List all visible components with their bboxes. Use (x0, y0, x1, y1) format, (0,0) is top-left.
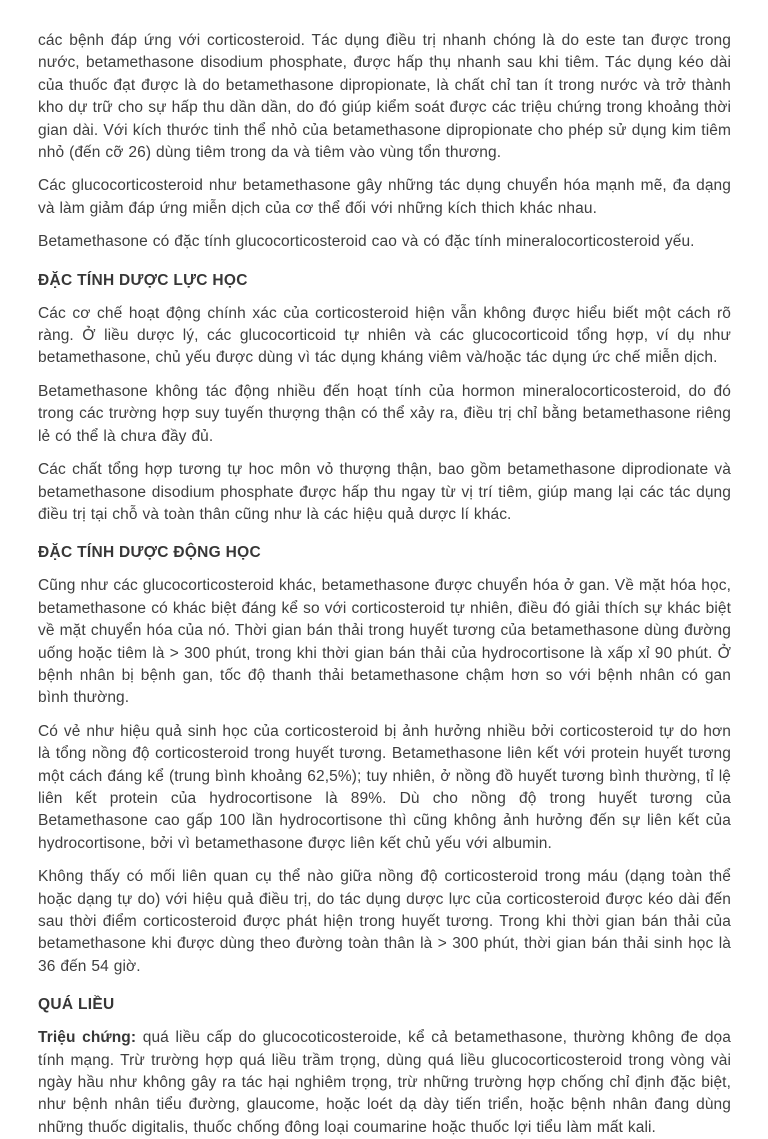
paragraph: Cũng như các glucocorticosteroid khác, betamethasone được chuyển hóa ở gan. Về mặt hóa học, betamethasone có khác biệt đáng kể so với corticosteroid tự nhiên, điều đó giải thích sự khác biệt về mặt chuyển hóa của nó. Thời gian bán thải trong huyết tương của betamethasone dùng đường uống hoặc tiêm là > 300 phút, trong khi thời gian bán thải của hydrocortisone là xấp xỉ 90 phút. Ở bệnh nhân bị bệnh gan, tốc độ thanh thải betamethasone chậm hơn so với bệnh nhân có gan bình thường. (38, 577, 731, 707)
paragraph: Triệu chứng: quá liều cấp do glucocoticosteroide, kể cả betamethasone, thường không đe dọa tính mạng. Trừ trường hợp quá liều trầm trọng, dùng quá liều glucocorticosteroid trong vòng vài ngày hầu như không gây ra tác hại nghiêm trọng, trừ những trường hợp chống chỉ định đặc biệt, như bệnh nhân tiểu đường, glaucome, hoặc loét dạ dày tiến triển, hoặc bệnh nhân đang dùng những thuốc digitalis, thuốc chống đông loại coumarine hoặc thuốc lợi tiểu làm mất kali. (38, 1029, 731, 1136)
document-content (38, 30, 731, 1139)
paragraph: các bệnh đáp ứng với corticosteroid. Tác dụng điều trị nhanh chóng là do este tan được trong nước, betamethasone disodium phosphate, được hấp thụ nhanh sau khi tiêm. Tác dụng kéo dài của thuốc đạt được là do betamethasone dipropionate, là chất chỉ tan ít trong nước và trở thành kho dự trữ cho sự hấp thu dần dần, do đó giúp kiểm soát được các triệu chứng trong khoảng thời gian dài. Với kích thước tinh thể nhỏ của betamethasone dipropionate cho phép sử dụng kim tiêm nhỏ (đến cỡ 26) dùng tiêm trong da và tiêm vào vùng tổn thương. (38, 32, 731, 162)
paragraph: Betamethasone không tác động nhiều đến hoạt tính của hormon mineralocorticosteroid, do đó trong các trường hợp suy tuyến thượng thận có thể xảy ra, điều trị chỉ bằng betamethasone riêng lẻ có thể là chưa đầy đủ. (38, 382, 731, 445)
paragraph: Betamethasone có đặc tính glucocorticosteroid cao và có đặc tính mineralocorticosteroid yếu. (38, 233, 695, 251)
paragraph: Không thấy có mối liên quan cụ thể nào giữa nồng độ corticosteroid trong máu (dạng toàn thể hoặc dạng tự do) với hiệu quả điều trị, do tác dụng dược lực của corticosteroid được kéo dài đến sau thời điểm corticosteroid được phát hiện trong huyết tương. Trong khi thời gian bán thải của betamethasone khi được dùng theo đường toàn thân là > 300 phút, thời gian bán thải sinh học là 36 đến 54 giờ. (38, 868, 731, 975)
section-heading: ĐẶC TÍNH DƯỢC LỰC HỌC (38, 271, 248, 289)
paragraph: Có vẻ như hiệu quả sinh học của corticosteroid bị ảnh hưởng nhiều bởi corticosteroid tự do hơn là tổng nồng độ corticosteroid trong huyết tương. Betamethasone liên kết với protein huyết tương một cách đáng kể (trung bình khoảng 62,5%); tuy nhiên, ở nồng đồ huyết tương bình thường, tỉ lệ liên kết protein của hydrocortisone là 89%. Dù cho nồng độ trong huyết tương của Betamethasone cao gấp 100 lần hydrocortisone thì cũng không ảnh hưởng đến sự liên kết của hydrocortisone, bởi vì betamethasone được liên kết chủ yếu với albumin. (38, 722, 731, 852)
section-heading: QUÁ LIỀU (38, 996, 115, 1014)
paragraph-lead: Triệu chứng: (38, 1029, 137, 1047)
section-heading: ĐẶC TÍNH DƯỢC ĐỘNG HỌC (38, 544, 261, 562)
paragraph: Các chất tổng hợp tương tự hoc môn vỏ thượng thận, bao gồm betamethasone diprodionate và betamethasone disodium phosphate được hấp thu ngay từ vị trí tiêm, giúp mang lại các tác dụng điều trị tại chỗ và toàn thân cũng như là các hiệu quả dược lí khác. (38, 461, 731, 523)
paragraph: Các glucocorticosteroid như betamethasone gây những tác dụng chuyển hóa mạnh mẽ, đa dạng và làm giảm đáp ứng miễn dịch của cơ thể đối với những kích thich khác nhau. (38, 177, 731, 217)
paragraph: Các cơ chế hoạt động chính xác của corticosteroid hiện vẫn không được hiểu biết một cách rõ ràng. Ở liều dược lý, các glucocorticoid tự nhiên và các glucocorticoid tổng hợp, ví dụ như betamethasone, chủ yếu được dùng vì tác dụng kháng viêm và/hoặc tác dụng ức chế miễn dịch. (38, 304, 731, 367)
